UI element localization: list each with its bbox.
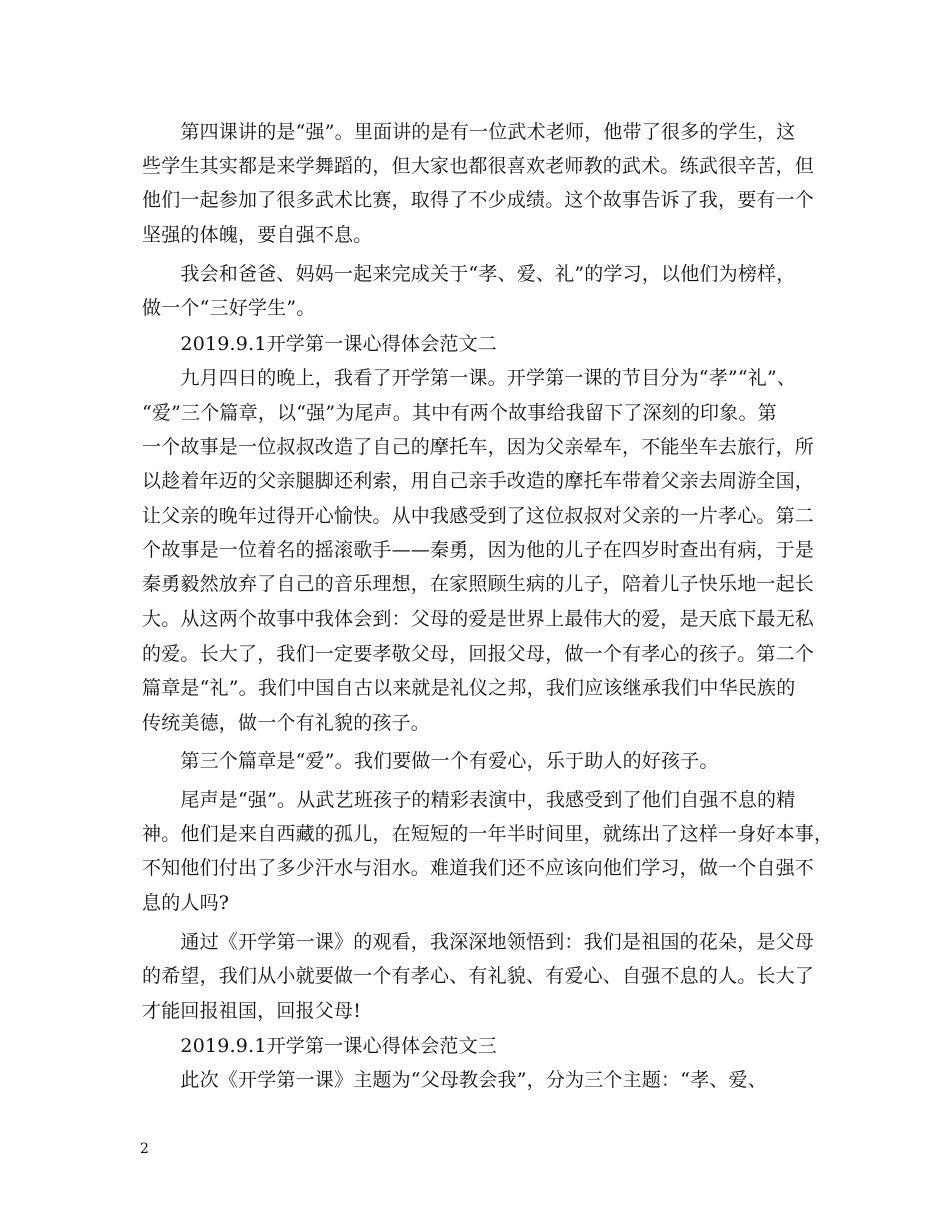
text-line: 秦勇毅然放弃了自己的音乐理想，在家照顾生病的儿子，陪着儿子快乐地一起长 [142, 573, 815, 595]
text-line: 才能回报祖国，回报父母! [142, 1000, 362, 1022]
text-line: 我会和爸爸、妈妈一起来完成关于“孝、爱、礼”的学习，以他们为榜样， [142, 263, 796, 285]
text-line: 以趁着年迈的父亲腿脚还利索，用自己亲手改造的摩托车带着父亲去周游全国， [142, 470, 815, 492]
text-line: 九月四日的晚上，我看了开学第一课。开学第一课的节目分为“孝”“礼”、 [142, 367, 797, 389]
page-number: 2 [140, 1141, 149, 1157]
text-line: 不知他们付出了多少汗水与泪水。难道我们还不应该向他们学习，做一个自强不 [142, 857, 815, 879]
text-line: 些学生其实都是来学舞蹈的，但大家也都很喜欢老师教的武术。练武很辛苦，但 [142, 155, 815, 177]
section-heading: 2019.9.1开学第一课心得体会范文二 [142, 333, 498, 355]
text-line: 通过《开学第一课》的观看，我深深地领悟到：我们是祖国的花朵，是父母 [142, 931, 815, 953]
text-line: 的爱。长大了，我们一定要孝敬父母，回报父母，做一个有孝心的孩子。第二个 [142, 643, 815, 665]
text-line: 第四课讲的是“强”。里面讲的是有一位武术老师，他带了很多的学生，这 [142, 121, 796, 143]
text-line: 神。他们是来自西藏的孤儿，在短短的一年半时间里，就练出了这样一身好本事， [142, 823, 834, 845]
text-line: 一个故事是一位叔叔改造了自己的摩托车，因为父亲晕车，不能坐车去旅行，所 [142, 436, 815, 458]
text-line: 息的人吗? [142, 892, 230, 914]
text-line: 大。从这两个故事中我体会到：父母的爱是世界上最伟大的爱，是天底下最无私 [142, 608, 815, 630]
text-line: “爱”三个篇章，以“强”为尾声。其中有两个故事给我留下了深刻的印象。第 [142, 402, 777, 424]
text-line: 让父亲的晚年过得开心愉快。从中我感受到了这位叔叔对父亲的一片孝心。第二 [142, 505, 815, 527]
text-line: 他们一起参加了很多武术比赛，取得了不少成绩。这个故事告诉了我，要有一个 [142, 189, 815, 211]
text-line: 个故事是一位着名的摇滚歌手——秦勇，因为他的儿子在四岁时查出有病，于是 [142, 539, 815, 561]
text-line: 此次《开学第一课》主题为“父母教会我”，分为三个主题：“孝、爱、 [142, 1069, 767, 1091]
text-line: 篇章是“礼”。我们中国自古以来就是礼仪之邦，我们应该继承我们中华民族的 [142, 677, 796, 699]
text-line: 第三个篇章是“爱”。我们要做一个有爱心，乐于助人的好孩子。 [142, 750, 719, 772]
text-line: 的希望，我们从小就要做一个有孝心、有礼貌、有爱心、自强不息的人。长大了 [142, 965, 815, 987]
text-line: 坚强的体魄，要自强不息。 [142, 224, 373, 246]
text-line: 传统美德，做一个有礼貌的孩子。 [142, 712, 431, 734]
text-line: 尾声是“强”。从武艺班孩子的精彩表演中，我感受到了他们自强不息的精 [142, 789, 796, 811]
section-heading: 2019.9.1开学第一课心得体会范文三 [142, 1035, 498, 1057]
text-line: 做一个“三好学生”。 [142, 297, 316, 319]
